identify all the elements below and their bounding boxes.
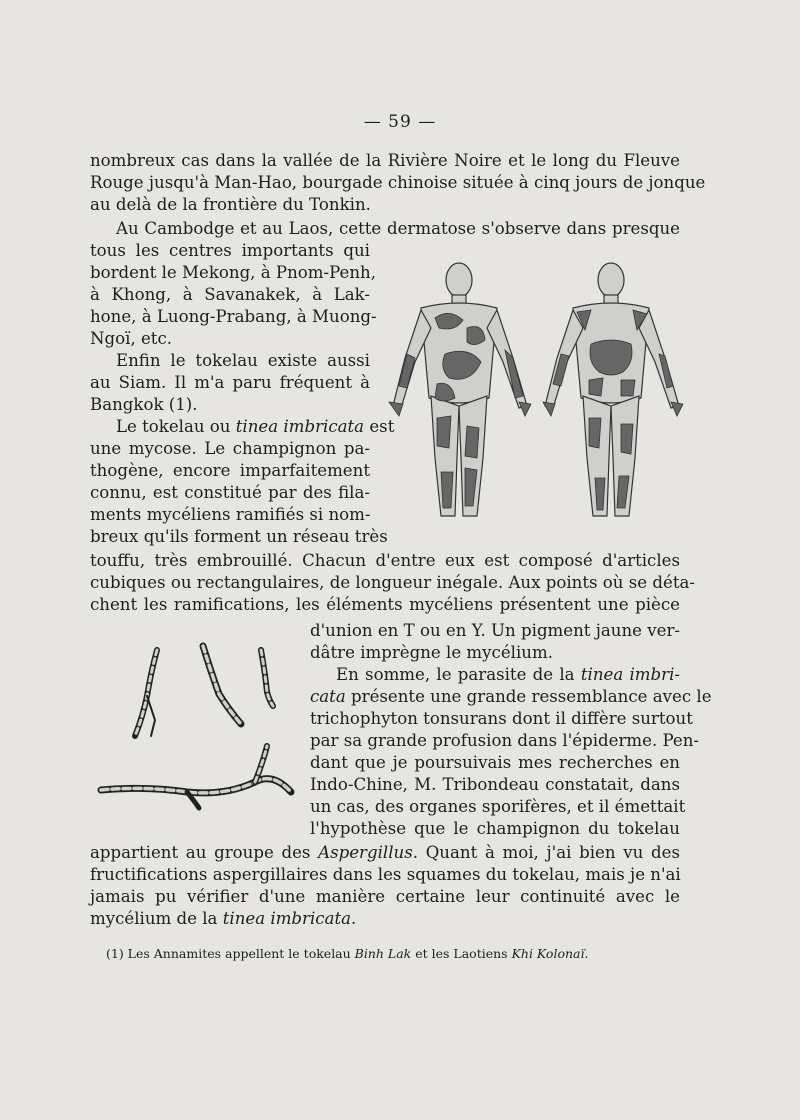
text-line: Ngoï, etc. xyxy=(90,329,173,348)
page-number: — 59 — xyxy=(363,112,437,132)
text-line: Bangkok (1). xyxy=(90,395,198,414)
body-distribution-figure xyxy=(385,258,685,528)
text-span: appartient au groupe des xyxy=(90,843,319,862)
text-line: au delà de la frontière du Tonkin. xyxy=(90,195,371,214)
text-line xyxy=(310,686,712,708)
italic-term: Aspergillus xyxy=(318,843,413,862)
italic-term: tinea imbricata xyxy=(235,417,365,436)
text-line xyxy=(336,664,680,686)
text-span: . xyxy=(584,946,589,961)
text-span: présente une grande ressemblance avec le xyxy=(345,687,712,706)
text-span: (1) Les Annamites appellent le tokelau xyxy=(106,946,355,961)
text-line: touffu, très embrouillé. Chacun d'entre eux est composé d'articles xyxy=(90,551,680,570)
text-span: Le tokelau ou xyxy=(116,417,236,436)
text-span: En somme, le parasite de la xyxy=(336,665,581,684)
text-line: dant que je poursuivais mes recherches en xyxy=(310,753,680,772)
text-line: ments mycéliens ramifiés si nom- xyxy=(90,505,371,524)
text-line: hone, à Luong-Prabang, à Muong- xyxy=(90,307,377,326)
text-line: Enfin le tokelau existe aussi xyxy=(116,351,370,370)
text-line: à Khong, à Savanakek, à Lak- xyxy=(90,285,370,304)
text-span: . Quant à moi, j'ai bien vu des xyxy=(412,843,680,862)
text-line: thogène, encore imparfaitement xyxy=(90,461,370,480)
italic-term: tinea imbricata xyxy=(222,909,352,928)
text-line: cubiques ou rectangulaires, de longueur inégale. Aux points où se déta- xyxy=(90,573,695,592)
text-line xyxy=(116,416,395,438)
filament-1 xyxy=(135,650,157,736)
text-line: un cas, des organes sporifères, et il émettait xyxy=(310,797,686,816)
text-line: Rouge jusqu'à Man-Hao, bourgade chinoise située à cinq jours de jonque xyxy=(90,173,706,192)
filament-4 xyxy=(101,746,291,808)
text-line: d'union en T ou en Y. Un pigment jaune ver- xyxy=(310,621,680,640)
text-line: tous les centres importants qui xyxy=(90,241,370,260)
text-line xyxy=(90,842,680,864)
text-line: nombreux cas dans la vallée de la Rivière Noire et le long du Fleuve xyxy=(90,151,680,170)
body-back-figure xyxy=(393,263,527,516)
italic-term: Khi Kolonaï xyxy=(511,946,585,961)
footnote xyxy=(106,946,626,961)
mycelium-filaments-figure xyxy=(95,632,295,814)
italic-term: cata xyxy=(310,687,346,706)
text-line: jamais pu vérifier d'une manière certaine leur continuité avec le xyxy=(90,887,680,906)
italic-term: Binh Lak xyxy=(354,946,412,961)
text-line: une mycose. Le champignon pa- xyxy=(90,439,370,458)
filament-2 xyxy=(203,646,241,724)
text-line: par sa grande profusion dans l'épiderme. Pen- xyxy=(310,731,700,750)
text-line: Au Cambodge et au Laos, cette dermatose s'observe dans presque xyxy=(116,219,680,238)
text-line: Indo-Chine, M. Tribondeau constatait, dans xyxy=(310,775,680,794)
text-line: connu, est constitué par des fila- xyxy=(90,483,370,502)
italic-term: tinea imbri- xyxy=(580,665,680,684)
text-line: trichophyton tonsurans dont il diffère surtout xyxy=(310,709,693,728)
filament-3 xyxy=(261,650,273,706)
text-span: et les Laotiens xyxy=(411,946,512,961)
text-line: fructifications aspergillaires dans les squames du tokelau, mais je n'ai xyxy=(90,865,681,884)
text-line: breux qu'ils forment un réseau très xyxy=(90,527,388,546)
text-line: bordent le Mekong, à Pnom-Penh, xyxy=(90,263,376,282)
text-line xyxy=(90,908,680,930)
text-span: . xyxy=(351,909,357,928)
body-front-figure xyxy=(545,263,679,516)
text-line: l'hypothèse que le champignon du tokelau xyxy=(310,819,680,838)
text-line: dâtre imprègne le mycélium. xyxy=(310,643,553,662)
text-span: mycélium de la xyxy=(90,909,223,928)
text-span: est xyxy=(364,417,395,436)
text-line: chent les ramifications, les éléments mycéliens présentent une pièce xyxy=(90,595,680,614)
text-line: au Siam. Il m'a paru fréquent à xyxy=(90,373,370,392)
